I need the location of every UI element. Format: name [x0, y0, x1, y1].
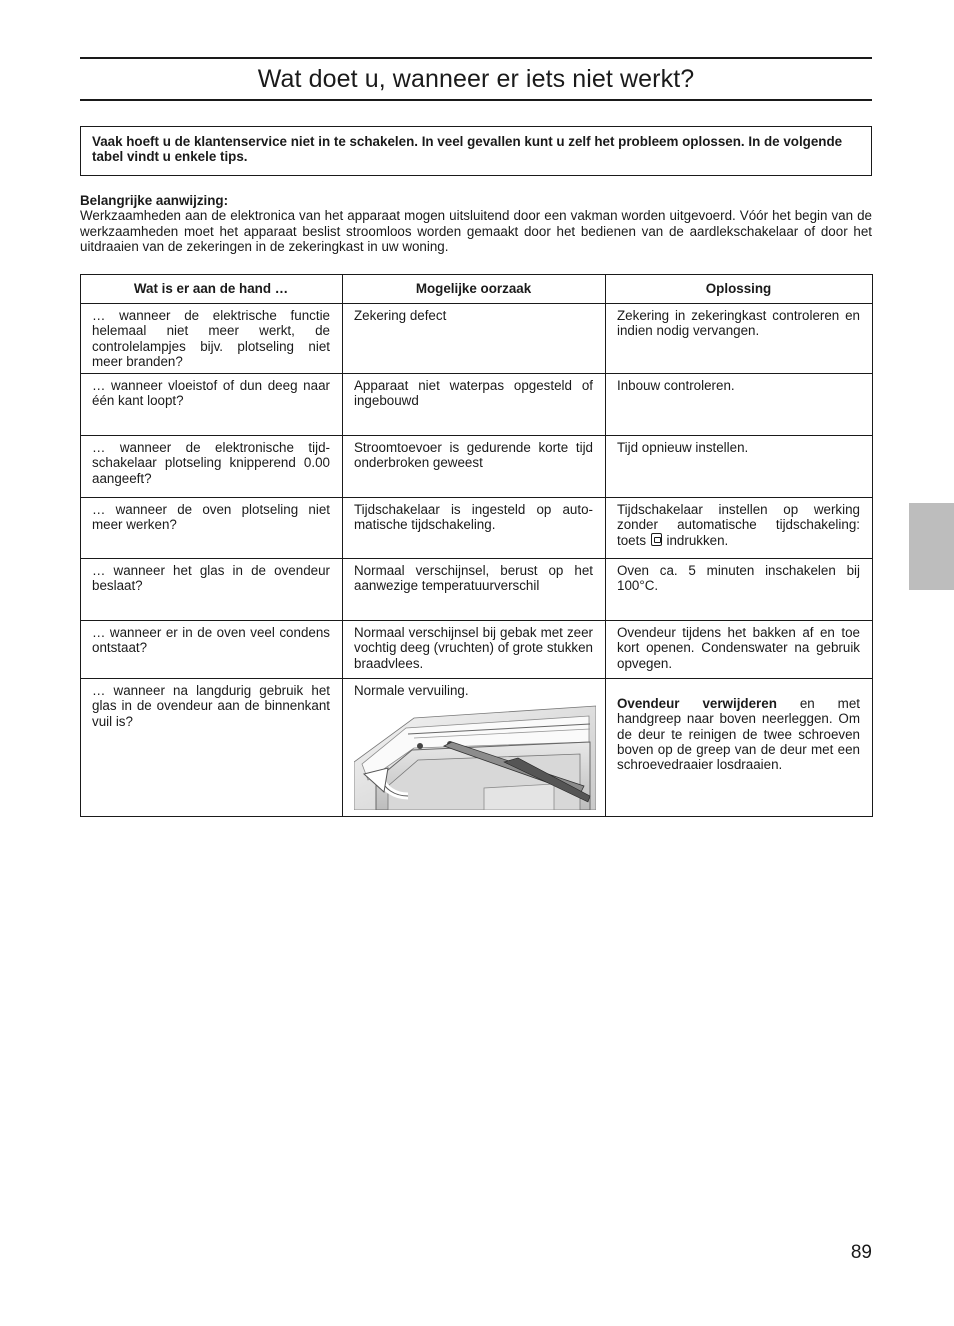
- table-row: [81, 498, 873, 559]
- table-row: [81, 559, 873, 621]
- timer-key-icon: [651, 533, 662, 546]
- cause-cell: Apparaat niet waterpas opgesteld of ingebouwd: [343, 374, 606, 436]
- notice-box: Vaak hoeft u de klantenservice niet in te schakelen. In veel gevallen kunt u zelf het probleem oplossen. In de volgende tabel vindt u enkele tips.: [80, 126, 872, 176]
- cause-cell: Normaal verschijnsel, berust op het aanwezige temperatuurverschil: [343, 559, 606, 621]
- solution-cell: Inbouw controleren.: [606, 374, 873, 436]
- table-row: [81, 436, 873, 498]
- solution-cell: [606, 679, 873, 817]
- solution-text: Tijdschakelaar instellen op werking zonder automatische tijdschakeling: toets: [617, 502, 860, 548]
- cause-cell: [343, 679, 606, 817]
- important-heading: Belangrijke aanwijzing:: [80, 193, 229, 208]
- solution-text: en met handgreep naar boven neerleggen. Om de deur te reinigen de twee schroeven boven op de greep van de deur met een schroevedraaier losdraaien.: [617, 696, 861, 773]
- problem-cell: … wanneer de elektronische tijdschakelaar plotseling knipperend 0.00 aangeeft?: [81, 436, 343, 498]
- page-number: 89: [850, 1242, 872, 1263]
- problem-cell: … wanneer vloeistof of dun deeg naar één kant loopt?: [81, 374, 343, 436]
- cause-cell: Tijdschakelaar is ingesteld op automatische tijdschakeling.: [343, 498, 606, 559]
- section-side-tab: [909, 503, 954, 590]
- solution-cell: Tijd opnieuw instellen.: [606, 436, 873, 498]
- solution-cell: Zekering in zekeringkast controleren en indien nodig vervangen.: [606, 304, 873, 374]
- cause-cell: Stroomtoevoer is gedurende korte tijd onderbroken geweest: [343, 436, 606, 498]
- header-solution: Oplossing: [606, 275, 873, 304]
- table-row: [81, 304, 873, 374]
- cause-cell: Zekering defect: [343, 304, 606, 374]
- table-header-row: [81, 275, 873, 304]
- solution-bold: Ovendeur verwijderen: [617, 696, 777, 712]
- title-block: [80, 57, 872, 101]
- solution-cell: Oven ca. 5 minuten inschakelen bij 100°C.: [606, 559, 873, 621]
- page-title: Wat doet u, wanneer er iets niet werkt?: [257, 64, 695, 93]
- problem-cell: … wanneer de oven plotseling niet meer werken?: [81, 498, 343, 559]
- table-row: [81, 679, 873, 817]
- troubleshooting-table: [80, 274, 873, 817]
- cause-cell: Normaal verschijnsel bij gebak met zeer vochtig deeg (vruchten) of grote stukken braadvlees.: [343, 621, 606, 679]
- problem-cell: … wanneer het glas in de ovendeur beslaat?: [81, 559, 343, 621]
- table-row: [81, 374, 873, 436]
- header-cause: Mogelijke oorzaak: [343, 275, 606, 304]
- cause-text: Normale vervuiling.: [354, 683, 469, 699]
- solution-cell: [606, 498, 873, 559]
- oven-door-illustration: [354, 702, 596, 810]
- problem-cell: … wanneer er in de oven veel condens ontstaat?: [81, 621, 343, 679]
- problem-cell: … wanneer na langdurig gebruik het glas in de ovendeur aan de binnenkant vuil is?: [81, 679, 343, 817]
- important-text: Werkzaamheden aan de elektronica van het apparaat mogen uitsluitend door een vakman worden uitgevoerd. Vóór het begin van de werkzaamheden moet het apparaat beslist stroomloos worden gemaakt door het bedienen van de aardlekschakelaar of door het uitdraaien van de zekeringen in de zekeringkast in uw woning.: [80, 208, 872, 255]
- important-note: [80, 193, 872, 255]
- solution-cell: Ovendeur tijdens het bakken af en toe kort openen. Condenswater na gebruik opvegen.: [606, 621, 873, 679]
- problem-cell: … wanneer de elektrische functie helemaal niet meer werkt, de controlelampjes bijv. plotseling niet meer branden?: [81, 304, 343, 374]
- solution-text-after: indrukken.: [666, 532, 729, 548]
- header-problem: Wat is er aan de hand …: [81, 275, 343, 304]
- table-row: [81, 621, 873, 679]
